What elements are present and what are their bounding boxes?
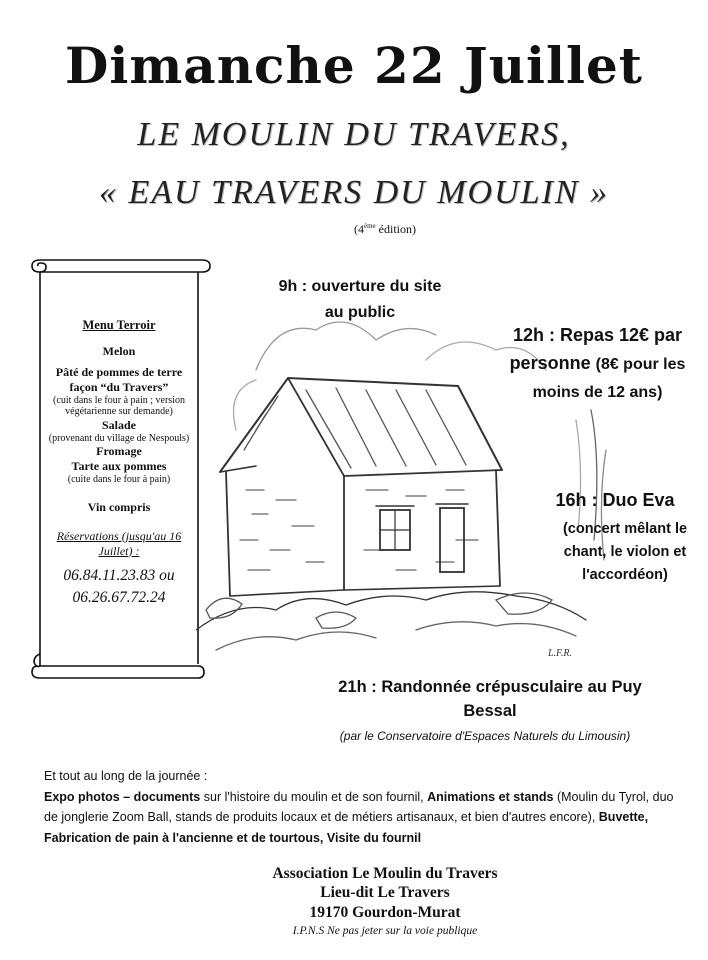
phone-number-1: 06.84.11.23.83 ou <box>63 566 175 584</box>
subtitle-moulin: LE MOULIN DU TRAVERS, <box>137 116 571 153</box>
menu-item-tarte-note: (cuite dans le four à pain) <box>67 474 171 486</box>
all-day-section <box>44 766 684 849</box>
edition-note <box>0 222 708 237</box>
all-day-animations: Animations et stands <box>427 789 554 804</box>
menu-item-melon: Melon <box>102 343 136 358</box>
menu-item-fromage: Fromage <box>96 444 142 459</box>
program-12h <box>490 322 705 406</box>
edition-open: (4 <box>354 222 364 236</box>
program-12h-detail: (8€ pour les moins de 12 ans) <box>532 355 686 401</box>
program-16h-title: 16h : Duo Eva <box>555 490 675 510</box>
menu-reservations: Réservations (jusqu'au 16 Juillet) : <box>56 528 182 558</box>
edition-close: édition) <box>375 222 416 236</box>
page-title: Dimanche 22 Juillet <box>65 36 643 95</box>
association-city: 19170 Gourdon-Murat <box>309 903 461 921</box>
menu-item-salade: Salade <box>101 417 136 432</box>
program-12h-main: 12h : Repas 12€ par personne <box>509 325 683 373</box>
menu-item-salade-note: (provenant du village de Nespouls) <box>48 432 190 444</box>
program-16h-detail: (concert mêlant le chant, le violon et l'accordéon) <box>562 521 688 584</box>
association-address <box>0 864 708 922</box>
program-21h-note: (par le Conservatoire d'Espaces Naturels du Limousin) <box>339 729 631 743</box>
menu-title: Menu Terroir <box>82 318 156 332</box>
menu-item-pate: Pâté de pommes de terre façon “du Travers” <box>55 364 183 394</box>
edition-sup: ème <box>364 222 376 230</box>
menu-item-tarte: Tarte aux pommes <box>71 459 167 474</box>
phone-number-2: 06.26.67.72.24 <box>72 589 166 607</box>
program-21h: 21h : Randonnée crépusculaire au Puy Bessal <box>338 678 642 720</box>
menu-wine: Vin compris <box>87 499 151 514</box>
ipns-notice: I.P.N.S Ne pas jeter sur la voie publique <box>292 925 478 937</box>
all-day-expo-text: sur l'histoire du moulin et de son fournil, <box>200 789 428 804</box>
artist-signature: L.F.R. <box>548 648 572 659</box>
association-place: Lieu-dit Le Travers <box>320 884 450 902</box>
subtitle-eau-travers: « EAU TRAVERS DU MOULIN » <box>98 174 610 211</box>
all-day-intro: Et tout au long de la journée : <box>44 769 208 783</box>
all-day-expo: Expo photos – documents <box>44 789 201 804</box>
all-day-animations-text: (Moulin du Tyrol, duo de jonglerie Zoom Ball, stands de produits locaux et de métiers artisanaux, et bien d'autres encore), <box>44 789 674 825</box>
program-9h: 9h : ouverture du site au public <box>278 278 442 321</box>
menu-item-pate-note: (cuit dans le four à pain ; version végétarienne sur demande) <box>53 394 185 418</box>
menu-terroir <box>44 318 194 610</box>
all-day-buvette: Buvette, Fabrication de pain à l'ancienne et de tourtous, Visite du fournil <box>44 810 649 845</box>
association-name: Association Le Moulin du Travers <box>272 865 498 882</box>
all-day-list <box>44 787 684 849</box>
